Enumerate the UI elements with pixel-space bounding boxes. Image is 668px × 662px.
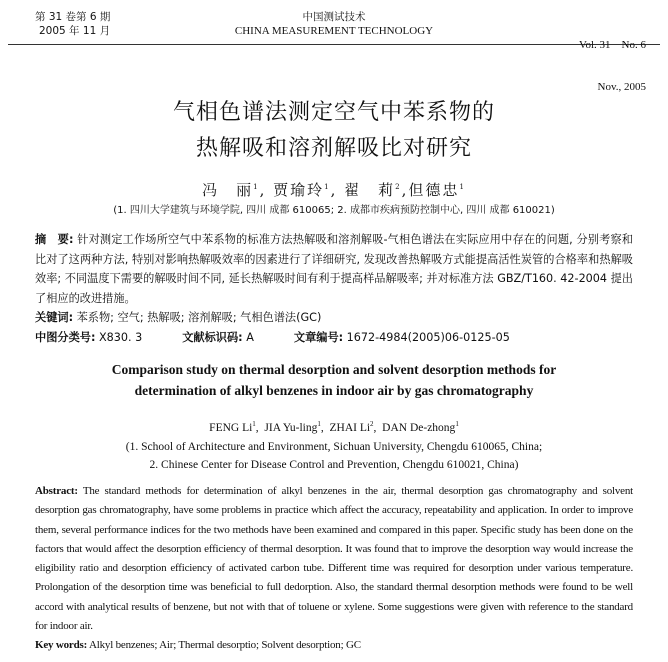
author: ZHAI Li [329,422,371,434]
affiliation-cn: (1. 四川大学建筑与环境学院, 四川 成都 610065; 2. 成都市疾病预防控制中心, 四川 成都 610021) [113,205,555,216]
keywords-en-label: Key words: [35,639,88,652]
title-en-line2: determination of alkyl benzenes in indoor air by gas chromatography [134,383,534,398]
abstract-en-label: Abstract: [35,485,78,497]
abstract-en-text: The standard methods for determination of alkyl benzenes in the air, thermal desorption gas chromatography and solvent desorption gas chromatography, have some problems in practice which affect the accuracy, repeatability and application. In order to improve them, several performance indices for the two methods have been examined and compared in this paper. Specific study has been done on the factors that would affect the desorption efficiency of thermal desorption. It was found that to improve the desorption way would increase the eligibility ratio and desorption efficiency of activated carbon tube. Different time was required for desorption under various temperature. Prolongation of the desorption time was beneficial to full dedorption. Also, the standard thermal desorption methods were found to be well accord with analytical results of benzene, but not with that of toluene or xylene. Some suggestions were given with reference to the standard for indoor air. [35,485,633,633]
title-cn-line1: 气相色谱法测定空气中苯系物的 [172,100,495,125]
author-sup: 2 [395,183,402,191]
author-sup: 1 [253,183,260,191]
author: 贾瑜玲 [273,181,325,199]
author: 冯 丽 [202,181,254,199]
abstract-cn-text: 针对测定工作场所空气中苯系物的标准方法热解吸和溶剂解吸-气相色谱法在实际应用中存在的问题, 分别考察和比对了这两种方法, 特别对影响热解吸效率的因素进行了详细研究, 发现改善热解吸方式能提高活性炭管的合格率和热解吸效率; 不同温度下需要的解吸时间不同, 延长热解吸时间有利于提高样品解吸率; 并对标准方法 GBZ/T160. 42-2004 提出了相应的改进措施。 [35,233,633,305]
keywords-en-text: Alkyl benzenes; Air; Thermal desorptio; Solvent desorption; GC [89,639,361,652]
date-en: Nov., 2005 [597,81,646,93]
authors-en: FENG Li$^1$, JIA Yu-ling$^1$, ZHAI Li$^2$, DAN De-zhong$^1$ [209,420,459,434]
document-code [182,328,254,348]
affiliation-en-line1: (1. School of Architecture and Environment, Sichuan University, Chengdu 610065, China; [125,441,543,453]
volume-en: Vol. 31 No. 6 [578,39,646,51]
clc-number [35,328,142,348]
author-sup: 1 [252,420,256,429]
header-center [170,10,498,38]
keywords-cn [35,308,633,328]
header [0,0,668,93]
author-sup: 2 [370,420,374,429]
clc-value: X830. 3 [98,330,143,344]
title-en [20,359,648,401]
title-en-line1: Comparison study on thermal desorption and solvent desorption methods for [111,362,557,377]
date-cn: 2005 年 11 月 [39,25,111,37]
clc-label: 中图分类号: [35,330,96,344]
author: DAN De-zhong [382,422,456,434]
article-value: 1672-4984(2005)06-0125-05 [346,330,510,344]
author: 翟 莉 [344,181,396,199]
author: 但德忠 [408,181,460,199]
abstract-cn-label: 摘 要: [35,233,74,246]
author-sup: 1 [317,420,321,429]
keywords-cn-text: 苯系物; 空气; 热解吸; 溶剂解吸; 气相色谱法(GC) [76,311,322,324]
classification-row [35,328,633,348]
article-number [294,328,510,348]
header-left [35,10,110,38]
affiliation-en-line2: 2. Chinese Center for Disease Control and Prevention, Chengdu 610021, China) [149,459,519,471]
authors-cn: 冯 丽$^1$, 贾瑜玲$^1$, 翟 莉$^2$,但德忠$^1$ [202,181,466,199]
author: JIA Yu-ling [264,422,318,434]
author-sup: 1 [459,183,466,191]
author: FENG Li [209,422,253,434]
journal-en: CHINA MEASUREMENT TECHNOLOGY [234,25,434,37]
journal-cn: 中国测试技术 [302,11,366,23]
keywords-en [35,636,633,661]
article-label: 文章编号: [293,330,344,344]
doc-label: 文献标识码: [182,330,243,344]
volume-cn: 第 31 卷第 6 期 [35,11,111,23]
doc-value: A [246,330,254,344]
header-right [579,10,646,122]
author-sup: 1 [455,420,459,429]
affiliation-en [20,438,648,474]
keywords-cn-label: 关键词: [35,311,74,324]
title-cn-line2: 热解吸和溶剂解吸比对研究 [195,136,472,161]
abstract-cn [35,230,633,308]
author-sup: 1 [324,183,331,191]
abstract-en [35,482,633,636]
